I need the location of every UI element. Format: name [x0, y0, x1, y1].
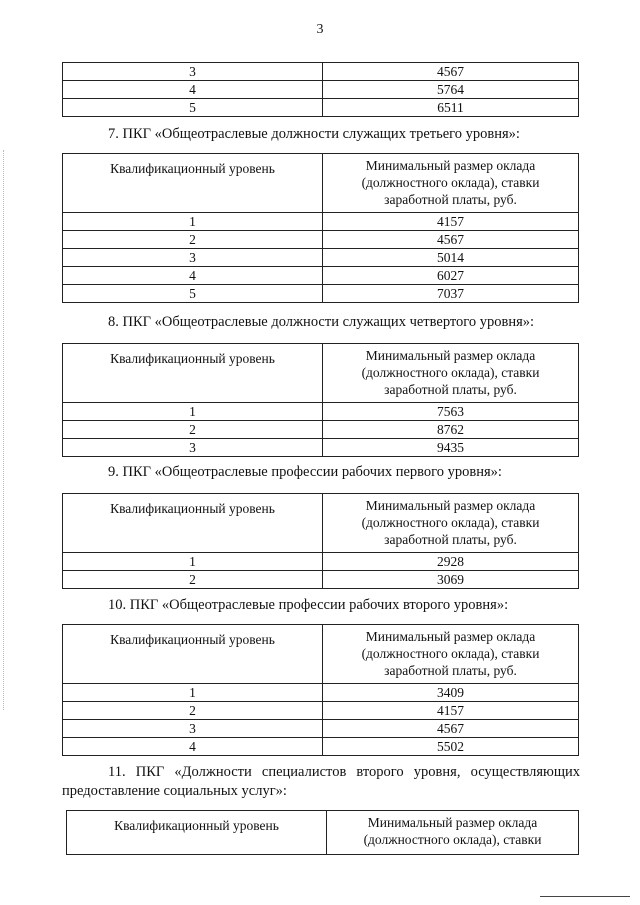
header-level: Квалификационный уровень: [63, 344, 323, 403]
header-salary-line-2: (должностного оклада), ставки: [361, 515, 540, 530]
table-row: [63, 553, 579, 571]
header-salary-line-1: Минимальный размер оклада: [365, 629, 536, 644]
table-row: [63, 738, 579, 756]
salary-cell: 4567: [323, 720, 579, 738]
table-row: [63, 213, 579, 231]
section-heading-11: 11. ПКГ «Должности специалистов второго уровня, осуществляющих предоставление социальных услуг»:: [62, 764, 580, 799]
continuation-table: [62, 62, 579, 117]
salary-cell: 8762: [323, 421, 579, 439]
level-cell: 2: [63, 571, 323, 589]
table-header-row: [63, 625, 579, 684]
salary-cell: 5764: [323, 81, 579, 99]
level-cell: 3: [63, 63, 323, 81]
salary-cell: 9435: [323, 439, 579, 457]
level-cell: 1: [63, 403, 323, 421]
header-salary: [323, 154, 579, 213]
header-level: Квалификационный уровень: [67, 811, 327, 855]
header-salary-line-1: Минимальный размер оклада: [365, 498, 536, 513]
table-row: [63, 231, 579, 249]
table-row: [63, 720, 579, 738]
section-heading-9: 9. ПКГ «Общеотраслевые профессии рабочих первого уровня»:: [108, 464, 502, 480]
salary-cell: 6027: [323, 267, 579, 285]
salary-cell: 5014: [323, 249, 579, 267]
salary-cell: 4157: [323, 702, 579, 720]
header-salary-line-3: заработной платы, руб.: [384, 382, 517, 397]
header-salary-line-2: (должностного оклада), ставки: [361, 365, 540, 380]
table-header-row: [63, 494, 579, 553]
table-header-row: [63, 344, 579, 403]
level-cell: 5: [63, 285, 323, 303]
header-salary-line-1: Минимальный размер оклада: [365, 158, 536, 173]
table-row: [63, 403, 579, 421]
salary-table-11: [66, 810, 579, 855]
header-salary-line-2: (должностного оклада), ставки: [361, 175, 540, 190]
header-salary-line-1: Минимальный размер оклада: [367, 815, 538, 830]
table-row: [63, 249, 579, 267]
salary-cell: 3069: [323, 571, 579, 589]
table-header-row: [63, 154, 579, 213]
salary-cell: 6511: [323, 99, 579, 117]
salary-cell: 7037: [323, 285, 579, 303]
salary-cell: 2928: [323, 553, 579, 571]
salary-cell: 3409: [323, 684, 579, 702]
level-cell: 1: [63, 213, 323, 231]
level-cell: 4: [63, 267, 323, 285]
table-row: [63, 571, 579, 589]
level-cell: 4: [63, 738, 323, 756]
header-salary-line-2: (должностного оклада), ставки: [361, 646, 540, 661]
salary-table-7: [62, 153, 579, 303]
header-level: Квалификационный уровень: [63, 154, 323, 213]
level-cell: 3: [63, 439, 323, 457]
salary-table-10: [62, 624, 579, 756]
table-row: [63, 81, 579, 99]
level-cell: 2: [63, 702, 323, 720]
salary-cell: 4567: [323, 63, 579, 81]
header-level: Квалификационный уровень: [63, 625, 323, 684]
table-row: [63, 285, 579, 303]
salary-cell: 7563: [323, 403, 579, 421]
section-heading-10: 10. ПКГ «Общеотраслевые профессии рабочих второго уровня»:: [108, 597, 509, 613]
scan-edge-mark: [540, 896, 630, 897]
header-salary: [327, 811, 579, 855]
level-cell: 2: [63, 231, 323, 249]
salary-cell: 4157: [323, 213, 579, 231]
table-row: [63, 684, 579, 702]
level-cell: 1: [63, 553, 323, 571]
header-salary: [323, 344, 579, 403]
table-header-row: [67, 811, 579, 855]
table-row: [63, 63, 579, 81]
table-row: [63, 439, 579, 457]
salary-cell: 4567: [323, 231, 579, 249]
header-salary-line-2: (должностного оклада), ставки: [363, 832, 542, 847]
header-salary-line-3: заработной платы, руб.: [384, 192, 517, 207]
salary-cell: 5502: [323, 738, 579, 756]
level-cell: 2: [63, 421, 323, 439]
table-row: [63, 267, 579, 285]
section-heading-8: 8. ПКГ «Общеотраслевые должности служащих четвертого уровня»:: [108, 314, 535, 330]
header-salary: [323, 625, 579, 684]
scan-margin-line: [3, 150, 5, 710]
header-salary-line-3: заработной платы, руб.: [384, 663, 517, 678]
salary-table-8: [62, 343, 579, 457]
level-cell: 5: [63, 99, 323, 117]
salary-table-9: [62, 493, 579, 589]
level-cell: 3: [63, 249, 323, 267]
level-cell: 4: [63, 81, 323, 99]
section-heading-7: 7. ПКГ «Общеотраслевые должности служащих третьего уровня»:: [108, 126, 520, 142]
header-level: Квалификационный уровень: [63, 494, 323, 553]
header-salary-line-1: Минимальный размер оклада: [365, 348, 536, 363]
level-cell: 3: [63, 720, 323, 738]
table-row: [63, 99, 579, 117]
level-cell: 1: [63, 684, 323, 702]
table-row: [63, 421, 579, 439]
table-row: [63, 702, 579, 720]
header-salary: [323, 494, 579, 553]
header-salary-line-3: заработной платы, руб.: [384, 532, 517, 547]
page-number: 3: [316, 22, 324, 37]
